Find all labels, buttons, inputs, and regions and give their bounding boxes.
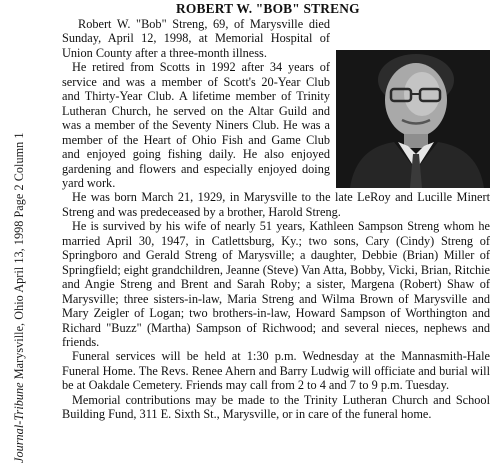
obituary-paragraph: He retired from Scotts in 1992 after 34 years of service and was a member of Scott's 20-Year Club and Thirty-Year Club. A lifetime member of Trinity Lutheran Church, he served on the Altar Guild and was a member of the Seventy Niners Club. He was a member of the Heart of Ohio Fish and Game Club and enjoyed going fishing daily. He also enjoyed gardening and flowers and especially enjoyed doing yard work. [62,60,330,190]
obituary-headline: ROBERT W. "BOB" STRENG [176,1,360,16]
obituary-paragraph: Funeral services will be held at 1:30 p.m. Wednesday at the Mannasmith-Hale Funeral Home. The Revs. Renee Ahern and Barry Ludwig will officiate and burial will be at Oakdale Cemetery. Friends may call from 2 to 4 and 7 to 9 p.m. Tuesday. [62,349,490,393]
obituary-paragraph: He was born March 21, 1929, in Marysville to the late LeRoy and Lucille Minert Streng and was predeceased by a brother, Harold Streng. [62,190,490,219]
obituary-paragraph: Memorial contributions may be made to the Trinity Lutheran Church and School Building Fund, 311 E. Sixth St., Marysville, or in care of the funeral home. [62,392,490,422]
obituary-text [62,17,490,422]
citation-details: Marysville, Ohio April 13, 1998 Page 2 Column 1 [12,132,26,383]
newspaper-name: Journal-Tribune [12,382,26,463]
obituary-paragraph: He is survived by his wife of nearly 51 years, Kathleen Sampson Streng whom he married April 30, 1947, in Catlettsburg, Ky.; two sons, Cary (Cindy) Streng of Springboro and Gerald Streng of Marysville; a daughter, Debbie (Brian) Miller of Springfield; eight grandchildren, Jeanne (Steve) Van Atta, Bobby, Vicki, Brian, Ritchie and Angie Streng and Brent and Sarah Roby; a sister, Margena (Robert) Shaw of Marysville; three sisters-in-law, Maria Streng and Wilma Brown of Marysville and Mary Zeigler of Logan; two brothers-in-law, Howard Sampson of Worthington and Richard "Buzz" (Martha) Sampson of Richwood; and several nieces, nephews and friends. [62,219,490,349]
obituary-paragraph: Robert W. "Bob" Streng, 69, of Marysville died Sunday, April 12, 1998, at Memorial Hospital of Union County after a three-month illness. [62,17,330,60]
source-citation [12,8,27,463]
photo-wrap-spacer [330,17,490,190]
